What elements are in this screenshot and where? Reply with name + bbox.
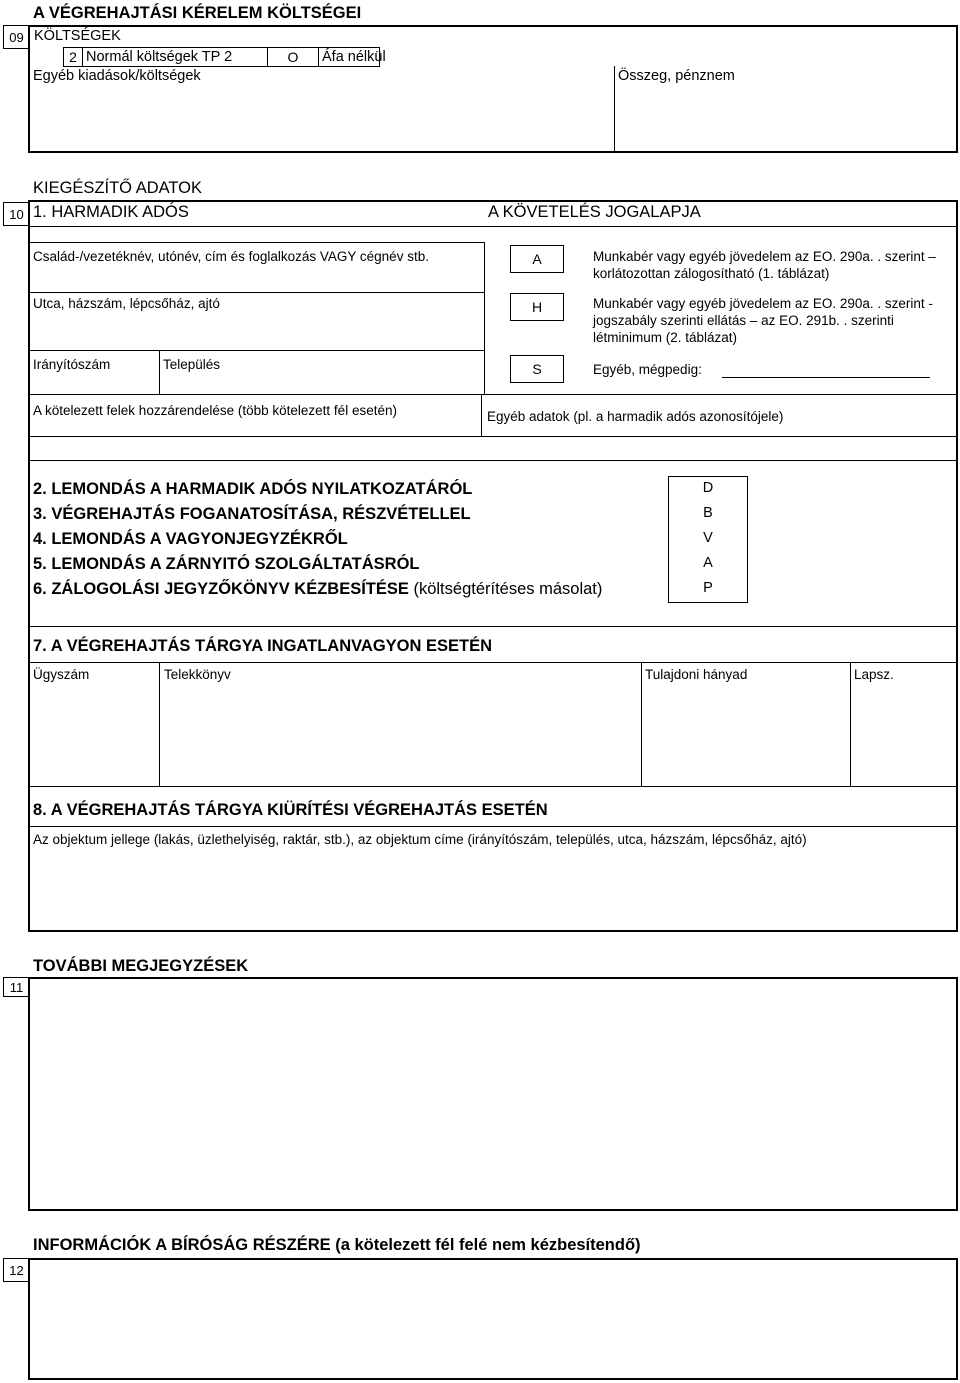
option-s-line[interactable] [722,377,930,378]
cost-code-label: Normál költségek TP 2 [86,49,233,65]
section-10-number: 10 [3,202,30,226]
assignment-bottom-rule [28,436,958,437]
assignment-label: A kötelezett felek hozzárendelése (több kötelezett fél esetén) [33,403,397,418]
renunciation-item: 3. VÉGREHAJTÁS FOGANATOSÍTÁSA, RÉSZVÉTELLEL [33,505,471,523]
section-09-title: A VÉGREHAJTÁSI KÉRELEM KÖLTSÉGEI [33,4,362,22]
section-12-number: 12 [3,1258,30,1282]
section-09-number: 09 [3,25,30,49]
option-a-checkbox[interactable]: A [510,245,564,273]
renunciation-item: 6. ZÁLOGOLÁSI JEGYZŐKÖNYV KÉZBESÍTÉSE (költségtérítéses másolat) [33,580,603,598]
real-estate-header-rule [28,662,958,663]
city-label: Település [163,357,221,372]
other-data-field[interactable] [484,428,956,435]
real-estate-divider-2 [641,662,642,786]
option-h-text-2: jogszabály szerinti ellátás – az EO. 291b. . szerinti [593,313,894,328]
option-a-text-1: Munkabér vagy egyéb jövedelem az EO. 290a. . szerint – [593,249,936,264]
real-estate-top-rule [28,626,958,627]
eviction-title: 8. A VÉGREHAJTÁS TÁRGYA KIÜRÍTÉSI VÉGREHAJTÁS ESETÉN [33,801,548,819]
renunciation-code[interactable]: P [703,580,713,596]
case-number-field[interactable] [30,690,157,784]
sheet-field[interactable] [853,690,956,784]
other-costs-label: Egyéb kiadások/költségek [33,68,201,84]
costs-header: KÖLTSÉGEK [34,28,121,44]
section-11-number: 11 [3,977,30,997]
sheet-label: Lapsz. [854,667,894,682]
name-field[interactable] [30,270,482,290]
assignment-divider [481,394,482,436]
renunciation-code[interactable]: D [702,480,714,496]
vat-field[interactable]: O [267,47,319,67]
option-h-text-3: létminimum (2. táblázat) [593,330,738,345]
option-s-checkbox[interactable]: S [510,355,564,383]
option-h-checkbox[interactable]: H [510,293,564,321]
renunciation-code[interactable]: A [703,555,713,571]
real-estate-bottom-rule [28,786,958,787]
court-info-box[interactable] [28,1258,958,1380]
amount-label: Összeg, pénznem [618,68,735,84]
left-column-divider [484,242,485,394]
assignment-top-rule [28,394,958,395]
remarks-box[interactable] [28,977,958,1211]
object-field[interactable] [30,852,956,930]
section-11-title: TOVÁBBI MEGJEGYZÉSEK [33,957,249,975]
assignment-field[interactable] [30,420,478,434]
street-label: Utca, házszám, lépcsőház, ajtó [33,296,220,311]
renunciation-item: 4. LEMONDÁS A VAGYONJEGYZÉKRŐL [33,530,348,548]
amount-field[interactable] [616,86,956,151]
street-field[interactable] [30,318,482,348]
real-estate-title: 7. A VÉGREHAJTÁS TÁRGYA INGATLANVAGYON ESETÉN [33,637,493,655]
eviction-header-rule [28,826,958,827]
case-number-label: Ügyszám [33,667,90,682]
object-label: Az objektum jellege (lakás, üzlethelyiség, raktár, stb.), az objektum címe (irányítószám, település, utca, házszám, lépcsőház, ajtó) [33,832,807,847]
third-party-title: 1. HARMADIK ADÓS [33,203,189,221]
land-register-field[interactable] [162,690,639,784]
renunciation-code[interactable]: V [703,530,713,546]
renunciation-top-rule [28,460,958,461]
section-10-title-rule [28,226,958,227]
ownership-share-field[interactable] [644,690,848,784]
option-s-text: Egyéb, mégpedig: [593,362,702,377]
real-estate-divider-1 [159,662,160,786]
section-10-header: KIEGÉSZÍTŐ ADATOK [33,179,203,197]
name-top-rule [28,242,484,243]
name-bottom-rule [28,292,484,293]
zip-label: Irányítószám [33,357,111,372]
zip-divider [159,350,160,394]
zip-field[interactable] [30,376,158,392]
amount-divider [614,66,615,152]
option-h-text-1: Munkabér vagy egyéb jövedelem az EO. 290a. . szerint - [593,296,933,311]
renunciation-item: 5. LEMONDÁS A ZÁRNYITÓ SZOLGÁLTATÁSRÓL [33,555,420,573]
land-register-label: Telekkönyv [164,667,231,682]
street-bottom-rule [28,350,484,351]
vat-label: Áfa nélkül [322,49,386,65]
section-12-title: INFORMÁCIÓK A BÍRÓSÁG RÉSZÉRE (a kötelezett fél felé nem kézbesítendő) [33,1236,641,1254]
other-costs-field[interactable] [29,86,614,151]
city-field[interactable] [161,376,482,392]
legal-basis-title: A KÖVETELÉS JOGALAPJA [488,203,701,221]
real-estate-divider-3 [850,662,851,786]
cost-code-field[interactable]: 2 [63,47,83,67]
renunciation-item: 2. LEMONDÁS A HARMADIK ADÓS NYILATKOZATÁRÓL [33,480,473,498]
renunciation-code[interactable]: B [703,505,713,521]
ownership-share-label: Tulajdoni hányad [645,667,748,682]
option-a-text-2: korlátozottan zálogosítható (1. táblázat) [593,266,830,281]
other-data-label: Egyéb adatok (pl. a harmadik adós azonosítójele) [487,409,784,424]
name-label: Család-/vezetéknév, utónév, cím és foglalkozás VAGY cégnév stb. [33,249,429,264]
